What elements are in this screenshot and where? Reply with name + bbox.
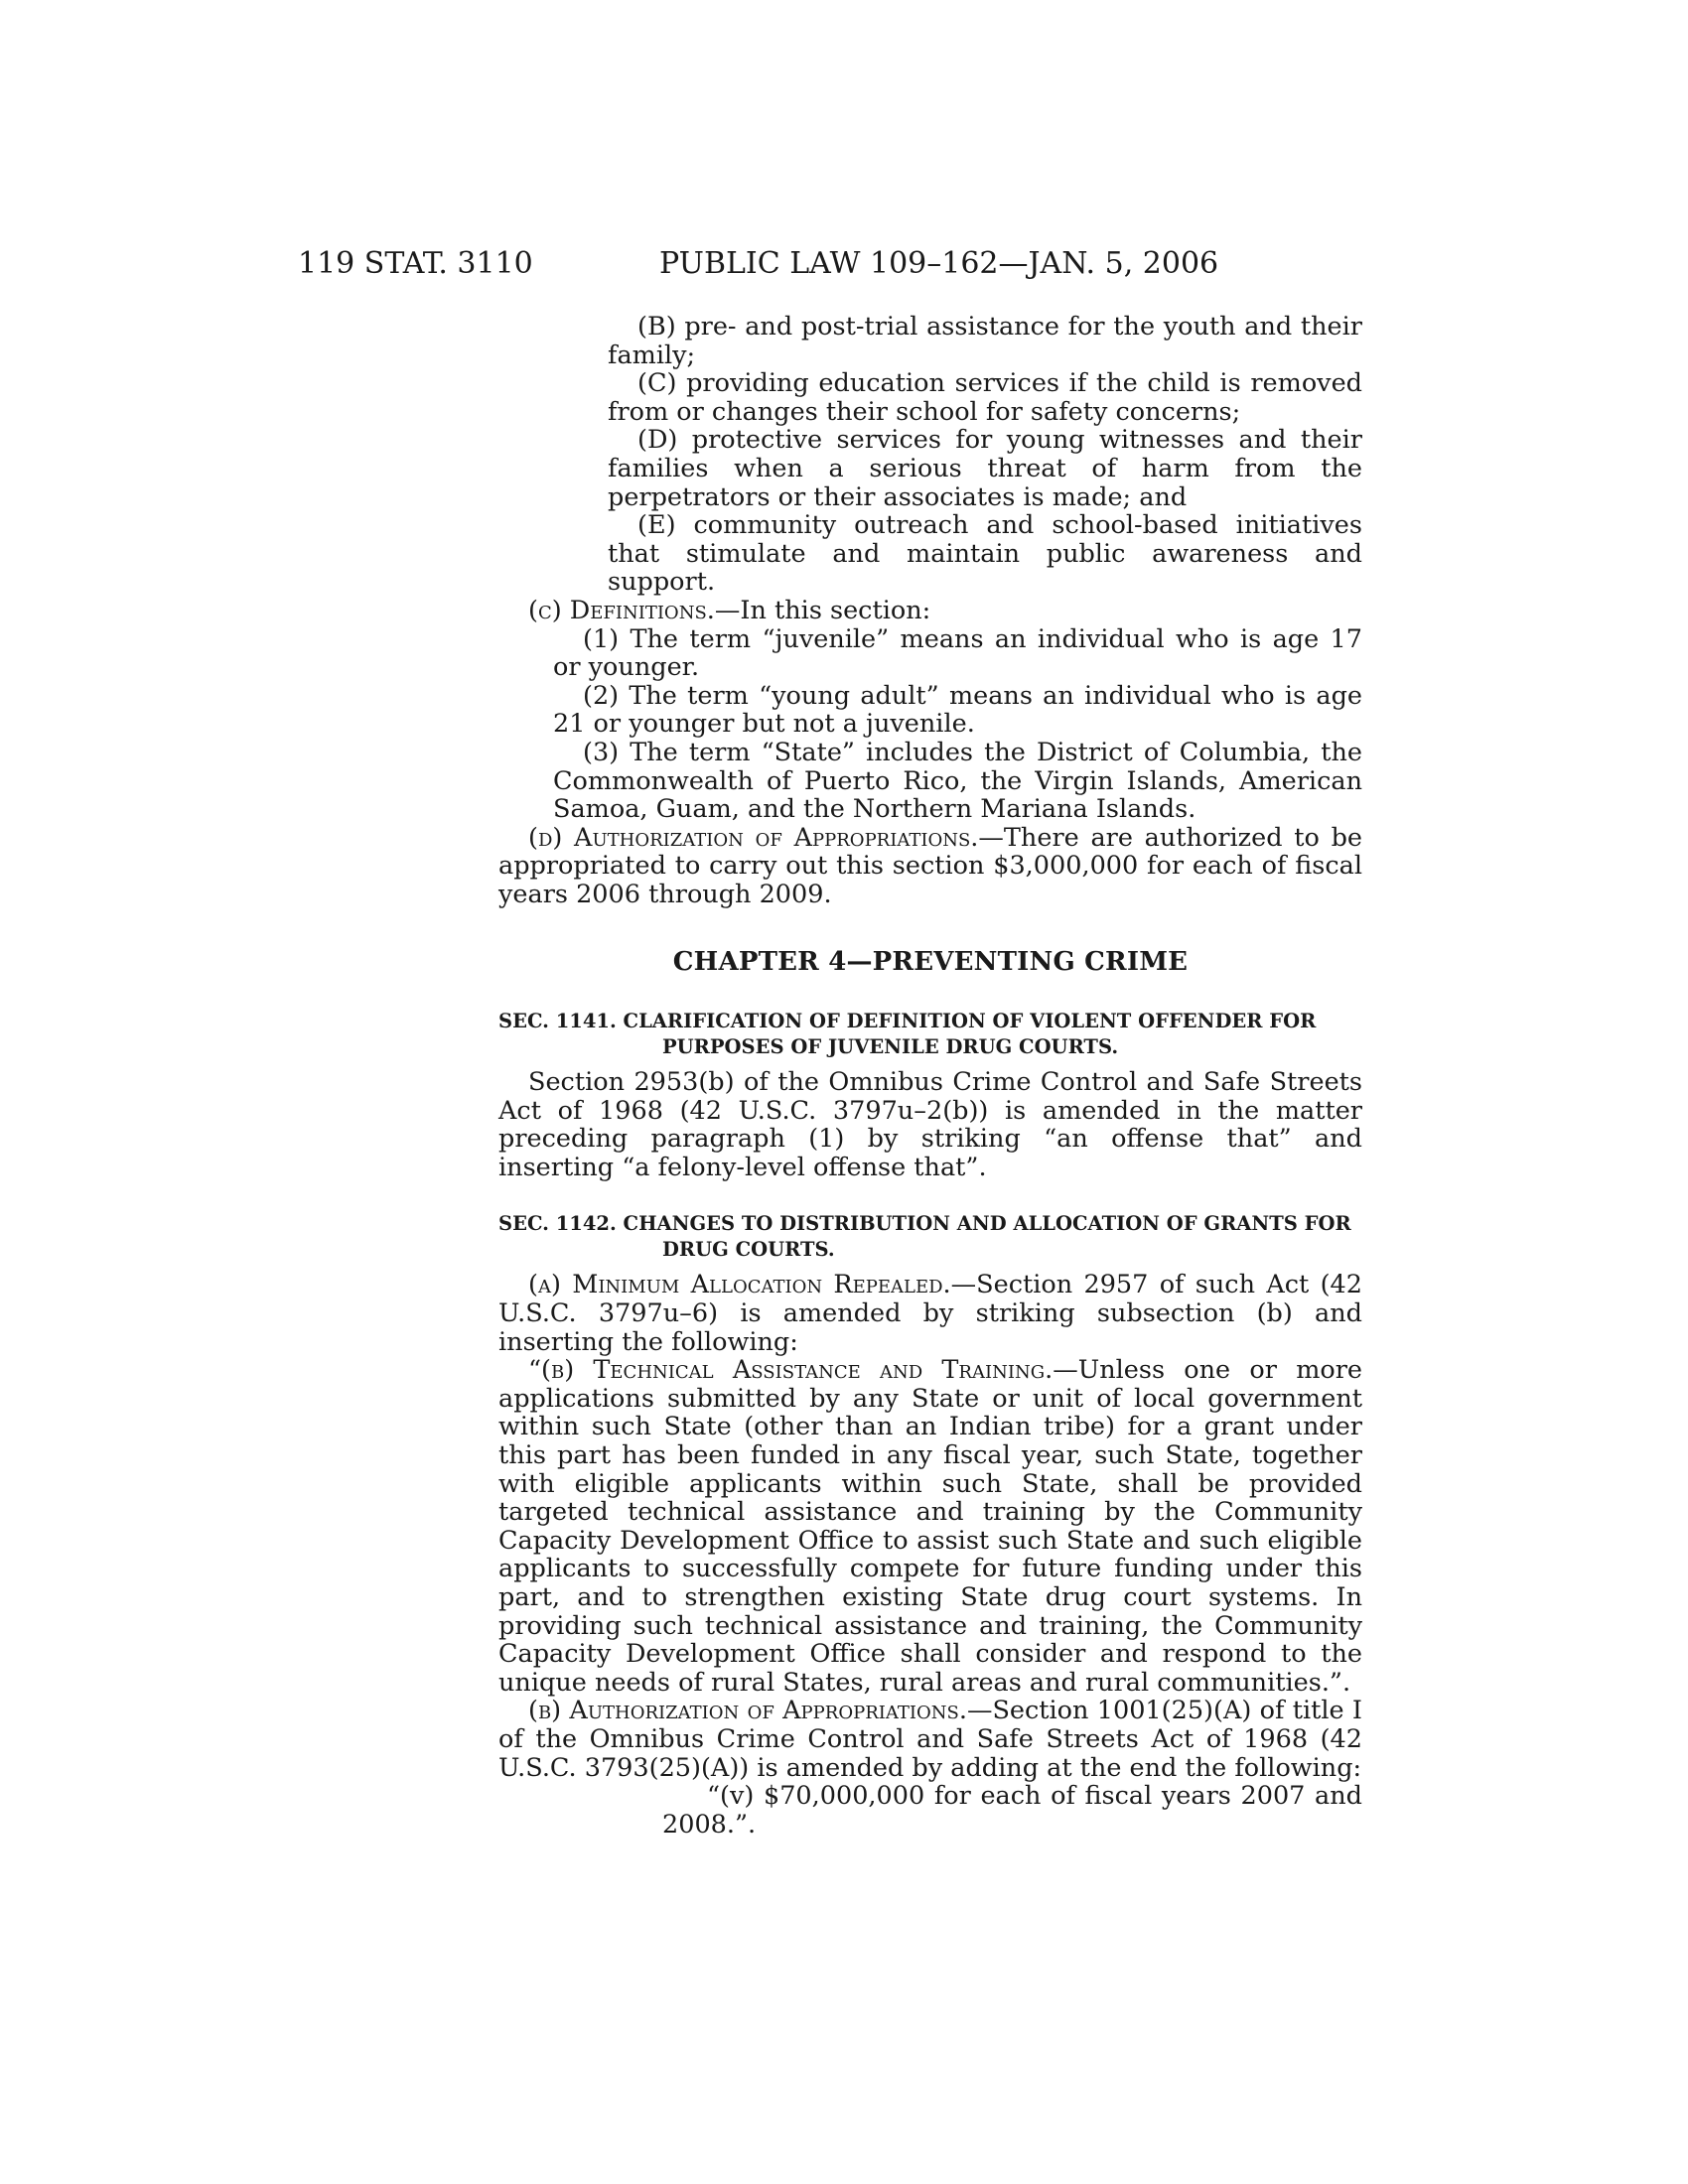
running-header-title: PUBLIC LAW 109–162—JAN. 5, 2006	[659, 246, 1219, 281]
minimum-allocation-subsection	[498, 1271, 1362, 1356]
definition-state: (3) The term “State” includes the District of Columbia, the Commonwealth of Puerto Rico, the Virgin Islands, American Samoa, Guam, and the Northern Mariana Islands.	[553, 737, 1362, 825]
technical-assistance-heading: “(b) Technical Assistance and Training.	[528, 1355, 1054, 1386]
paragraph-c-item: (C) providing education services if the child is removed from or changes their school for safety concerns;	[608, 368, 1362, 427]
authorization-appropriations-heading: (b) Authorization of Appropriations.	[528, 1696, 967, 1726]
paragraph-e-item: (E) community outreach and school-based initiatives that stimulate and maintain public awareness and support.	[608, 510, 1362, 598]
document-body	[498, 313, 1362, 1839]
clause-v-quote: “(v) $70,000,000 for each of fiscal years 2007 and 2008.”.	[662, 1781, 1362, 1840]
section-1141-heading: SEC. 1141. CLARIFICATION OF DEFINITION OF VIOLENT OFFENDER FOR PURPOSES OF JUVENILE DRUG COURTS.	[498, 1010, 1317, 1059]
authorization-appropriations-subsection	[498, 1697, 1362, 1782]
section-1141-text: Section 2953(b) of the Omnibus Crime Control and Safe Streets Act of 1968 (42 U.S.C. 3797u–2(b)) is amended in the matter preceding paragraph (1) by striking “an offense that” and inserting “a felony-level offense that”.	[498, 1067, 1362, 1182]
chapter-heading: CHAPTER 4—PREVENTING CRIME	[672, 947, 1189, 978]
section-1142-heading: SEC. 1142. CHANGES TO DISTRIBUTION AND ALLOCATION OF GRANTS FOR DRUG COURTS.	[498, 1212, 1351, 1262]
authorization-heading: (d) Authorization of Appropriations.	[528, 822, 979, 853]
minimum-allocation-heading: (a) Minimum Allocation Repealed.	[528, 1270, 951, 1300]
paragraph-d-item: (D) protective services for young witnesses and their families when a serious threat of harm from the perpetrators or their associates is made; and	[608, 425, 1362, 512]
definitions-heading: (c) Definitions.	[528, 595, 715, 625]
authorization-text: —There are authorized to be appropriated to carry out this section $3,000,000 for each of fiscal years 2006 through 2009.	[498, 822, 1362, 909]
definition-juvenile: (1) The term “juvenile” means an individual who is age 17 or younger.	[553, 623, 1362, 683]
definition-young-adult: (2) The term “young adult” means an individual who is age 21 or younger but not a juvenile.	[553, 680, 1362, 740]
stat-page-number: 119 STAT. 3110	[298, 246, 533, 281]
paragraph-b-item: (B) pre- and post-trial assistance for the youth and their family;	[608, 312, 1362, 370]
authorization-subsection	[498, 824, 1362, 909]
definitions-text: —In this section:	[714, 595, 931, 625]
technical-assistance-text: —Unless one or more applications submitted by any State or unit of local government within such State (other than an Indian tribe) for a grant under this part has been funded in any fiscal year, such State, together with eligible applicants within such State, shall be provided targeted technical assistance and training by the Community Capacity Development Office to assist such State and such eligible applicants to successfully compete for future funding under this part, and to strengthen existing State drug court systems. In providing such technical assistance and training, the Community Capacity Development Office shall consider and respond to the unique needs of rural States, rural areas and rural communities.”.	[498, 1355, 1363, 1698]
minimum-allocation-text: —Section 2957 of such Act (42 U.S.C. 3797u–6) is amended by striking subsection (b) and inserting the following:	[498, 1270, 1362, 1357]
definitions-subsection	[498, 597, 1362, 625]
technical-assistance-quote	[498, 1356, 1362, 1697]
authorization-appropriations-text: —Section 1001(25)(A) of title I of the Omnibus Crime Control and Safe Streets Act of 1968 (42 U.S.C. 3793(25)(A)) is amended by adding at the end the following:	[498, 1696, 1362, 1783]
